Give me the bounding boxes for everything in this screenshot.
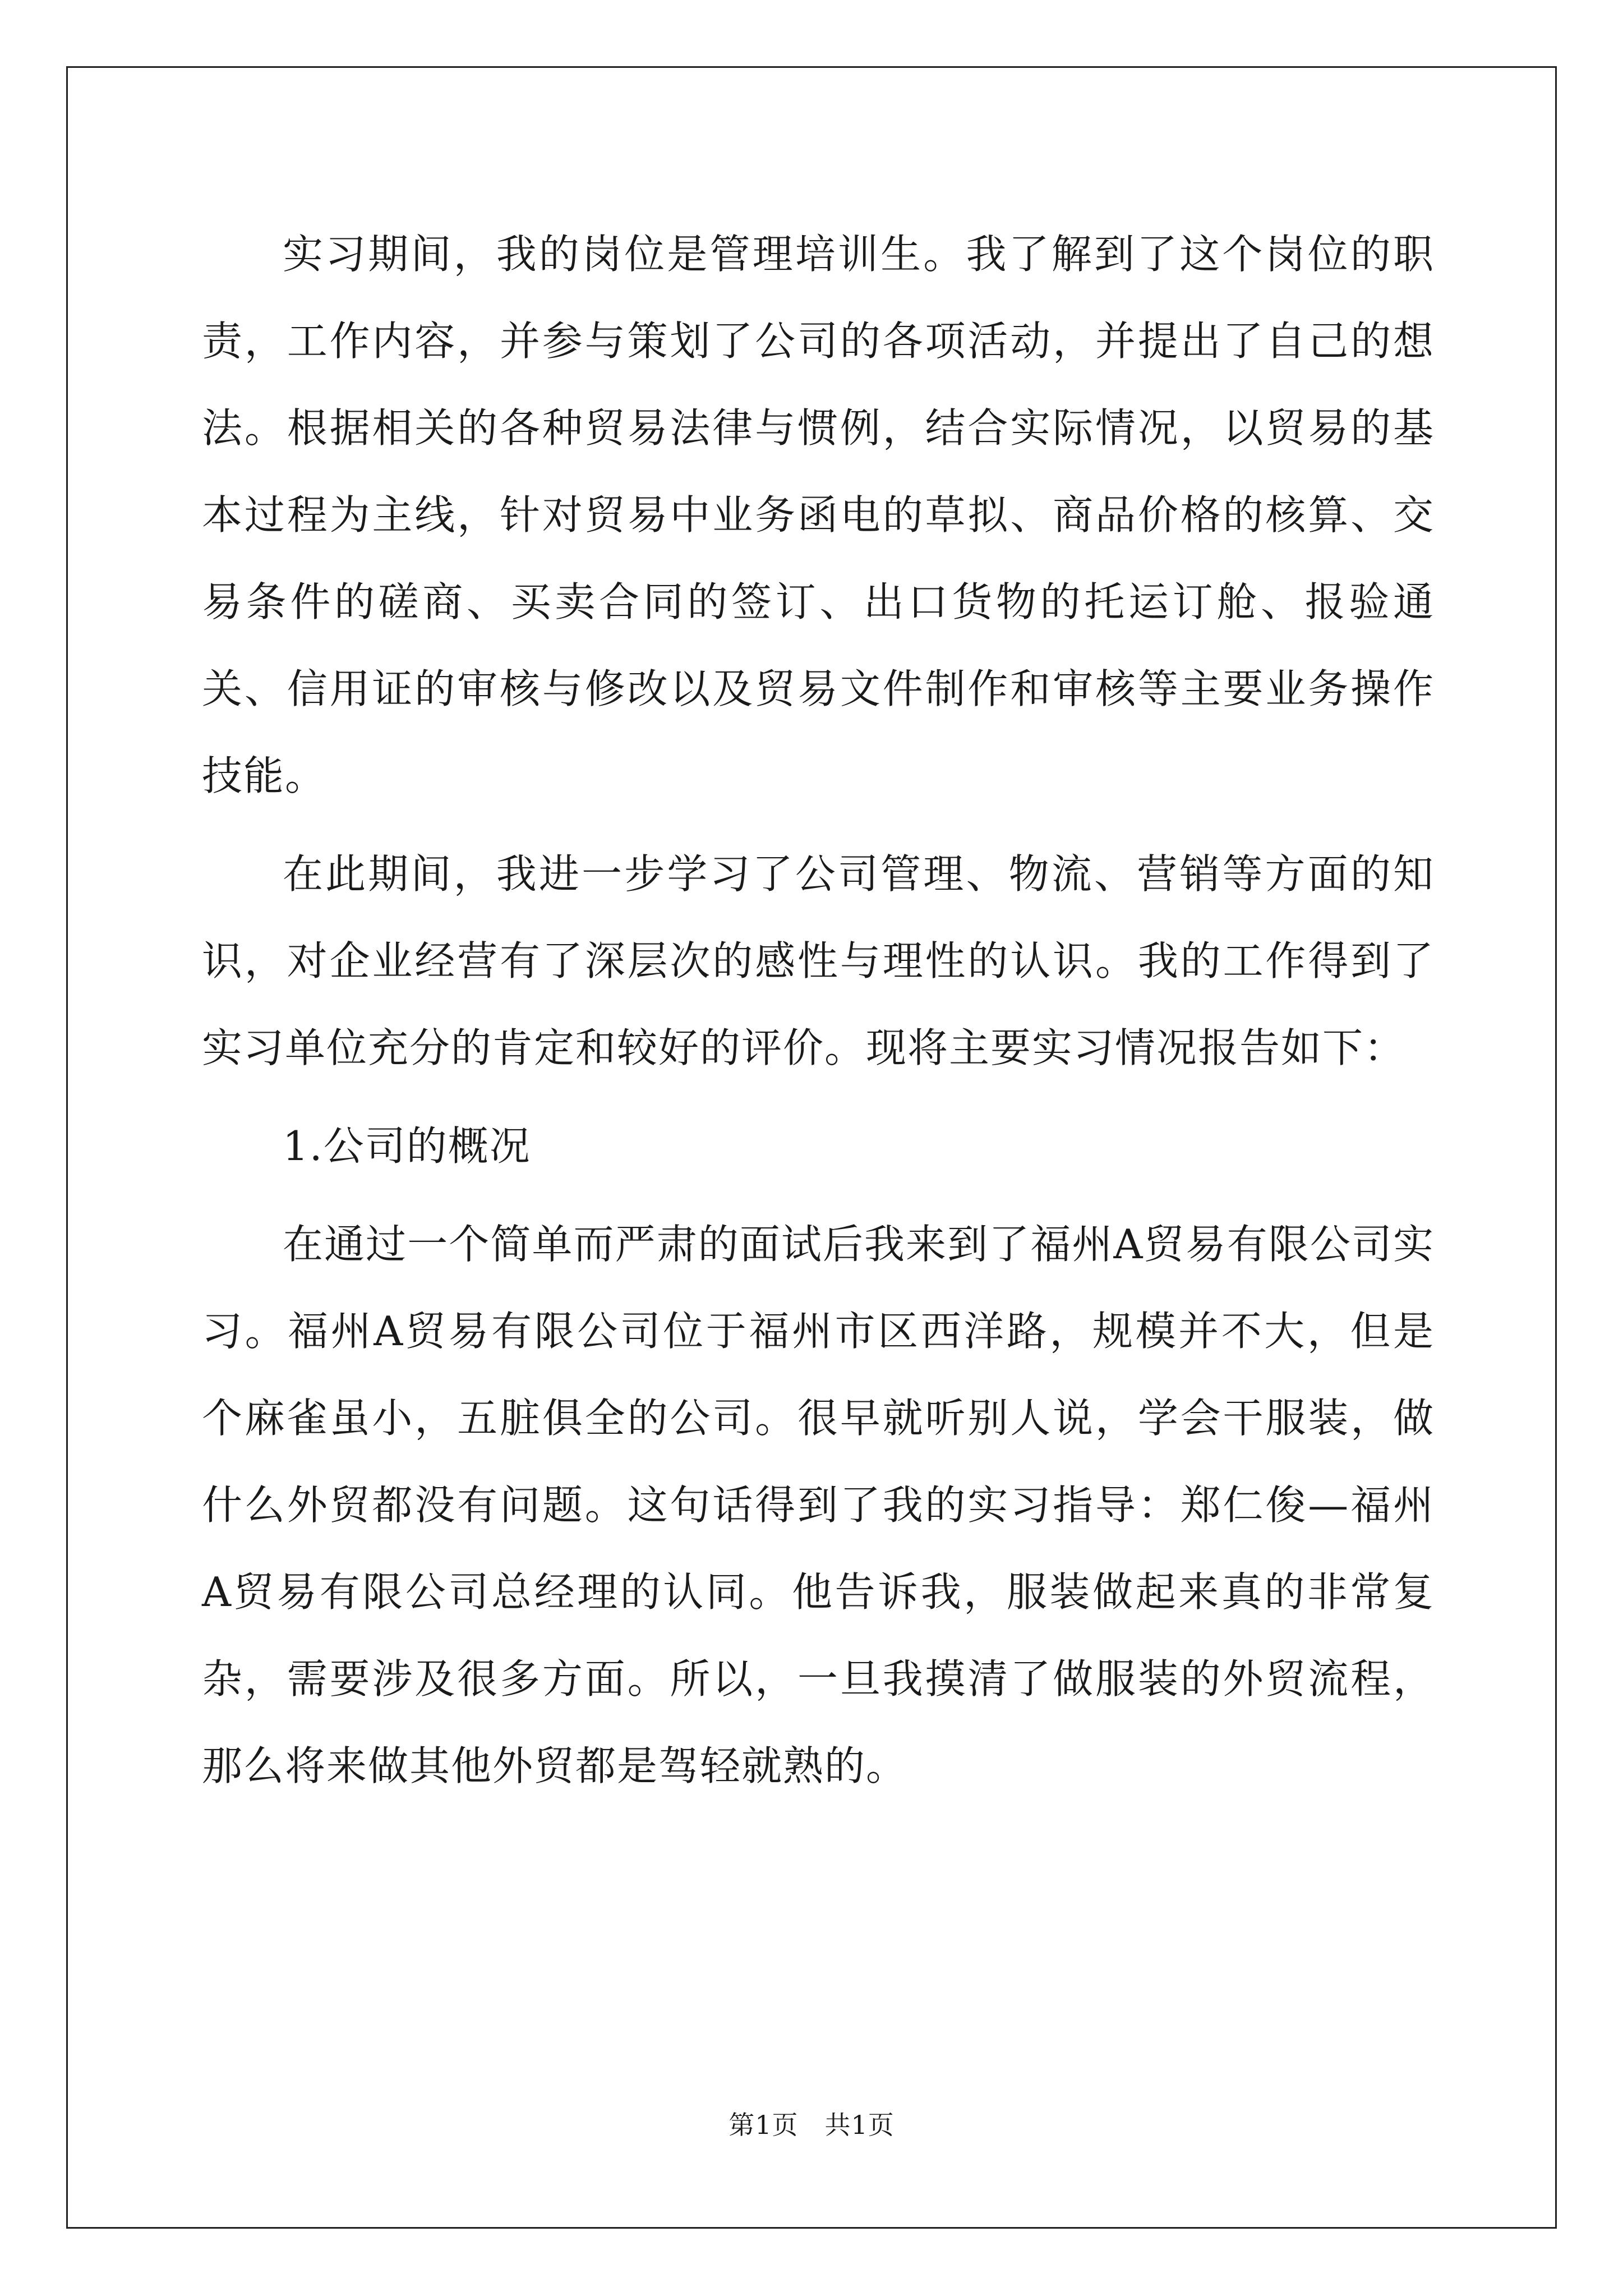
section-heading-company-overview: 1.公司的概况 — [283, 1122, 531, 1170]
document-body — [202, 211, 1435, 1821]
paragraph-learning: 在此期间，我进一步学习了公司管理、物流、营销等方面的知识，对企业经营有了深层次的感性与理性的认识。我的工作得到了实习单位充分的肯定和较好的评价。现将主要实习情况报告如下： — [202, 850, 1435, 1071]
paragraph-company-overview: 在通过一个简单而严肃的面试后我来到了福州A贸易有限公司实习。福州A贸易有限公司位于福州市区西洋路，规模并不大，但是个麻雀虽小，五脏俱全的公司。很早就听别人说，学会干服装，做什么外贸都没有问题。这句话得到了我的实习指导：郑仁俊—福州A贸易有限公司总经理的认同。他告诉我，服装做起来真的非常复杂，需要涉及很多方面。所以，一旦我摸清了做服装的外贸流程，那么将来做其他外贸都是驾轻就熟的。 — [202, 1221, 1435, 1789]
page-footer: 第1页 共1页 — [728, 2110, 895, 2140]
paragraph-internship-role: 实习期间，我的岗位是管理培训生。我了解到了这个岗位的职责，工作内容，并参与策划了公司的各项活动，并提出了自己的想法。根据相关的各种贸易法律与惯例，结合实际情况，以贸易的基本过程为主线，针对贸易中业务函电的草拟、商品价格的核算、交易条件的磋商、买卖合同的签订、出口货物的托运订舱、报验通关、信用证的审核与修改以及贸易文件制作和审核等主要业务操作技能。 — [202, 231, 1435, 799]
